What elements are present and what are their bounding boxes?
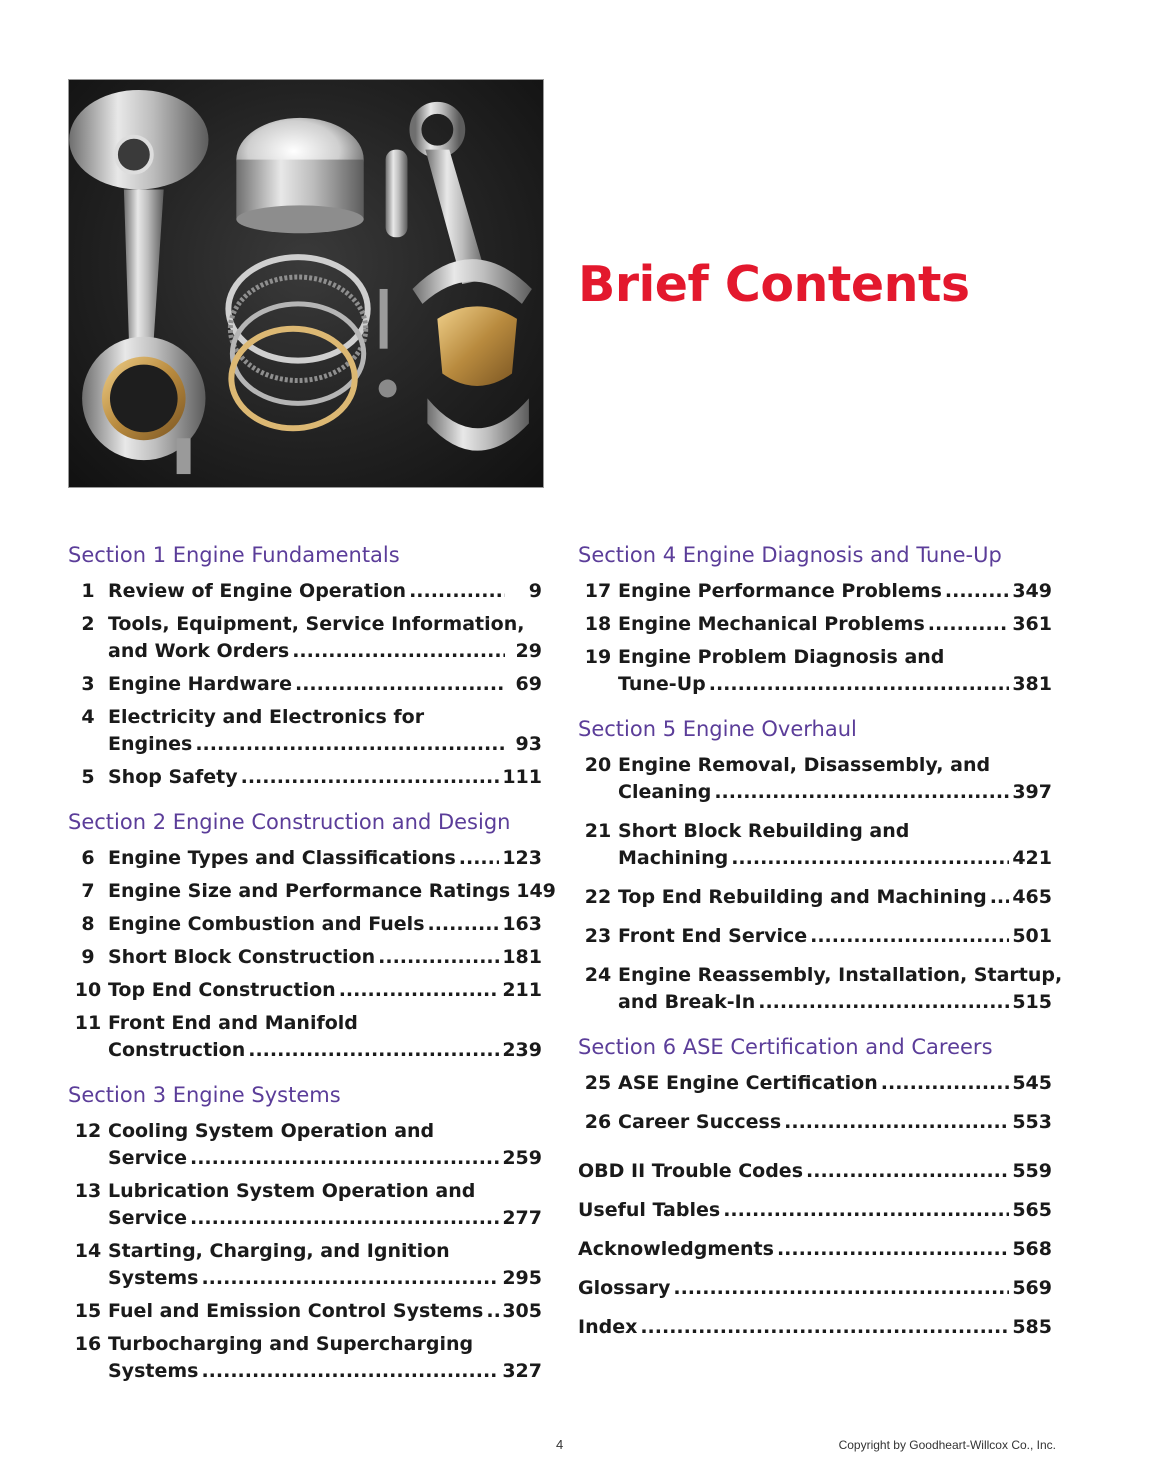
page-ref: 163 bbox=[502, 913, 542, 935]
chapter-title: Top End Construction bbox=[108, 979, 336, 1001]
entry-line bbox=[578, 1197, 1052, 1224]
leader-dots bbox=[409, 578, 505, 605]
entry-body bbox=[578, 1275, 1052, 1302]
page-ref: 553 bbox=[1012, 1111, 1052, 1133]
chapter-title: Career Success bbox=[618, 1111, 782, 1133]
entry-body bbox=[108, 704, 542, 758]
page-ref: 29 bbox=[515, 640, 542, 662]
page-ref: 149 bbox=[516, 880, 556, 902]
page-ref: 565 bbox=[1012, 1199, 1052, 1221]
chapter-title: Front End and Manifold bbox=[108, 1012, 358, 1034]
leader-dots bbox=[378, 944, 499, 971]
page-ref: 559 bbox=[1012, 1160, 1052, 1182]
toc-entry[interactable] bbox=[578, 644, 1052, 698]
chapter-number: 2 bbox=[81, 613, 95, 635]
entry-body bbox=[108, 764, 542, 791]
chapter-number: 18 bbox=[584, 613, 612, 635]
leader-dots bbox=[758, 989, 1009, 1016]
page-ref: 211 bbox=[502, 979, 542, 1001]
page-ref: 305 bbox=[502, 1300, 542, 1322]
page-ref: 111 bbox=[502, 766, 542, 788]
page-ref: 69 bbox=[515, 673, 542, 695]
entry-body bbox=[578, 1197, 1052, 1224]
toc-entry[interactable] bbox=[68, 671, 542, 698]
entry-body bbox=[108, 845, 542, 872]
chapter-number: 25 bbox=[584, 1072, 612, 1094]
entry-line bbox=[108, 977, 542, 1004]
chapter-number: 3 bbox=[81, 673, 95, 695]
toc-left-column bbox=[68, 540, 556, 1391]
page-ref: 397 bbox=[1012, 781, 1052, 803]
engine-parts-photo bbox=[68, 79, 544, 488]
back-matter-title: Useful Tables bbox=[578, 1199, 721, 1221]
page-ref: 569 bbox=[1012, 1277, 1052, 1299]
chapter-title: Engine Problem Diagnosis and bbox=[618, 646, 945, 668]
entry-body bbox=[108, 1331, 542, 1385]
chapter-title: Electricity and Electronics for bbox=[108, 706, 425, 728]
toc-entry[interactable] bbox=[68, 878, 556, 905]
entry-body bbox=[108, 911, 542, 938]
toc-entry[interactable] bbox=[68, 1118, 542, 1172]
toc-entry[interactable] bbox=[68, 944, 542, 971]
page-ref: 381 bbox=[1012, 673, 1052, 695]
entry-body bbox=[108, 578, 542, 605]
page-ref: 585 bbox=[1012, 1316, 1052, 1338]
entry-line bbox=[108, 1205, 542, 1232]
entry-body bbox=[618, 818, 1052, 872]
chapter-title: Engine Reassembly, Installation, Startup, bbox=[618, 964, 1063, 986]
entry-line bbox=[618, 962, 1063, 989]
entry-line bbox=[618, 611, 1052, 638]
leader-dots bbox=[339, 977, 500, 1004]
chapter-number: 9 bbox=[81, 946, 95, 968]
entry-body bbox=[578, 1314, 1052, 1341]
leader-dots bbox=[295, 671, 505, 698]
entry-line bbox=[578, 1314, 1052, 1341]
entry-line bbox=[618, 818, 1052, 845]
entry-body bbox=[108, 1118, 542, 1172]
chapter-title: Engine Mechanical Problems bbox=[618, 613, 925, 635]
back-matter-item[interactable] bbox=[578, 1236, 1052, 1263]
entry-body bbox=[578, 1158, 1052, 1185]
chapter-title: Turbocharging and Supercharging bbox=[108, 1333, 474, 1355]
leader-dots bbox=[810, 923, 1009, 950]
entry-line bbox=[108, 911, 542, 938]
chapter-title: Front End Service bbox=[618, 925, 808, 947]
entry-line bbox=[108, 1118, 542, 1145]
entry-line bbox=[108, 671, 542, 698]
entry-line bbox=[108, 764, 542, 791]
chapter-number: 10 bbox=[74, 979, 102, 1001]
entry-line bbox=[108, 704, 542, 731]
page-ref: 123 bbox=[502, 847, 542, 869]
chapter-number: 12 bbox=[74, 1120, 102, 1142]
chapter-title: Review of Engine Operation bbox=[108, 580, 407, 602]
chapter-title: Short Block Construction bbox=[108, 946, 376, 968]
leader-dots bbox=[201, 1358, 499, 1385]
page-ref: 277 bbox=[502, 1207, 542, 1229]
toc-entry[interactable] bbox=[578, 884, 1052, 911]
leader-dots bbox=[190, 1145, 499, 1172]
chapter-number: 23 bbox=[584, 925, 612, 947]
back-matter-item[interactable] bbox=[578, 1275, 1052, 1302]
toc-entry[interactable] bbox=[578, 752, 1052, 806]
entry-line bbox=[108, 1358, 542, 1385]
chapter-title: Short Block Rebuilding and bbox=[618, 820, 910, 842]
chapter-title: Machining bbox=[618, 847, 729, 869]
back-matter-item[interactable] bbox=[578, 1197, 1052, 1224]
toc-entry[interactable] bbox=[578, 1109, 1052, 1136]
back-matter-title: Glossary bbox=[578, 1277, 671, 1299]
entry-line bbox=[108, 638, 542, 665]
section-heading: Section 6 ASE Certification and Careers bbox=[578, 1035, 993, 1059]
leader-dots bbox=[241, 764, 500, 791]
entry-line bbox=[108, 845, 542, 872]
entry-line bbox=[108, 578, 542, 605]
entry-line bbox=[108, 1010, 542, 1037]
toc-entry[interactable] bbox=[578, 962, 1063, 1016]
chapter-number: 6 bbox=[81, 847, 95, 869]
chapter-number: 7 bbox=[81, 880, 95, 902]
entry-line bbox=[108, 1178, 542, 1205]
leader-dots bbox=[945, 578, 1009, 605]
chapter-number: 5 bbox=[81, 766, 95, 788]
entry-line bbox=[618, 644, 1052, 671]
leader-dots bbox=[881, 1070, 1010, 1097]
entry-line bbox=[618, 884, 1052, 911]
entry-line bbox=[578, 1275, 1052, 1302]
chapter-title: Construction bbox=[108, 1039, 246, 1061]
entry-body bbox=[108, 977, 542, 1004]
chapter-title: Tools, Equipment, Service Information, bbox=[108, 613, 525, 635]
page-ref: 181 bbox=[502, 946, 542, 968]
chapter-title: Service bbox=[108, 1207, 187, 1229]
entry-body bbox=[108, 1178, 542, 1232]
toc-entry[interactable] bbox=[68, 977, 542, 1004]
entry-line bbox=[618, 671, 1052, 698]
entry-body bbox=[618, 611, 1052, 638]
chapter-number: 8 bbox=[81, 913, 95, 935]
page-ref: 501 bbox=[1012, 925, 1052, 947]
leader-dots bbox=[673, 1275, 1009, 1302]
section-heading: Section 1 Engine Fundamentals bbox=[68, 543, 400, 567]
chapter-title: Engine Size and Performance Ratings bbox=[108, 880, 511, 902]
entry-body bbox=[108, 1298, 542, 1325]
entry-line bbox=[108, 878, 556, 905]
copyright-notice: Copyright by Goodheart-Willcox Co., Inc. bbox=[838, 1438, 1056, 1452]
chapter-number: 26 bbox=[584, 1111, 612, 1133]
entry-body bbox=[618, 884, 1052, 911]
chapter-title: and Break-In bbox=[618, 991, 756, 1013]
leader-dots bbox=[806, 1158, 1009, 1185]
chapter-number: 1 bbox=[81, 580, 95, 602]
entry-body bbox=[618, 1109, 1052, 1136]
entry-line bbox=[578, 1236, 1052, 1263]
leader-dots bbox=[784, 1109, 1009, 1136]
chapter-title: Engines bbox=[108, 733, 193, 755]
page-ref: 349 bbox=[1012, 580, 1052, 602]
toc-entry[interactable] bbox=[68, 1178, 542, 1232]
entry-line bbox=[618, 578, 1052, 605]
chapter-title: Top End Rebuilding and Machining bbox=[618, 886, 987, 908]
page-ref: 239 bbox=[502, 1039, 542, 1061]
chapter-title: Engine Performance Problems bbox=[618, 580, 942, 602]
chapter-number: 4 bbox=[81, 706, 95, 728]
page-title: Brief Contents bbox=[578, 256, 970, 313]
entry-body bbox=[578, 1236, 1052, 1263]
entry-body bbox=[618, 644, 1052, 698]
toc-entry[interactable] bbox=[68, 1298, 542, 1325]
back-matter-item[interactable] bbox=[578, 1314, 1052, 1341]
entry-body bbox=[108, 671, 542, 698]
toc-right-column bbox=[578, 540, 1063, 1353]
toc-entry[interactable] bbox=[578, 923, 1052, 950]
leader-dots bbox=[723, 1197, 1009, 1224]
section-heading: Section 2 Engine Construction and Design bbox=[68, 810, 511, 834]
chapter-title: Shop Safety bbox=[108, 766, 238, 788]
leader-dots bbox=[486, 1298, 499, 1325]
toc-entry[interactable] bbox=[68, 1238, 542, 1292]
leader-dots bbox=[428, 911, 500, 938]
entry-line bbox=[108, 1037, 542, 1064]
leader-dots bbox=[195, 731, 505, 758]
chapter-title: Fuel and Emission Control Systems bbox=[108, 1300, 484, 1322]
entry-body bbox=[618, 752, 1052, 806]
toc-entry[interactable] bbox=[578, 1070, 1052, 1097]
entry-line bbox=[108, 611, 542, 638]
chapter-title: Systems bbox=[108, 1267, 199, 1289]
entry-body bbox=[618, 1070, 1052, 1097]
entry-body bbox=[618, 923, 1052, 950]
entry-body bbox=[618, 578, 1052, 605]
entry-body bbox=[618, 962, 1063, 1016]
chapter-title: Engine Hardware bbox=[108, 673, 292, 695]
toc-entry[interactable] bbox=[68, 704, 542, 758]
chapter-title: Starting, Charging, and Ignition bbox=[108, 1240, 450, 1262]
chapter-title: and Work Orders bbox=[108, 640, 290, 662]
back-matter-title: OBD II Trouble Codes bbox=[578, 1160, 804, 1182]
entry-line bbox=[618, 752, 1052, 779]
toc-entry[interactable] bbox=[578, 611, 1052, 638]
entry-line bbox=[108, 1298, 542, 1325]
page-ref: 465 bbox=[1012, 886, 1052, 908]
section-heading: Section 3 Engine Systems bbox=[68, 1083, 341, 1107]
entry-line bbox=[108, 1145, 542, 1172]
toc-entry[interactable] bbox=[68, 578, 542, 605]
leader-dots bbox=[731, 845, 1009, 872]
page-ref: 327 bbox=[502, 1360, 542, 1382]
entry-line bbox=[618, 1070, 1052, 1097]
leader-dots bbox=[990, 884, 1010, 911]
toc-entry[interactable] bbox=[68, 764, 542, 791]
leader-dots bbox=[248, 1037, 499, 1064]
chapter-title: Engine Types and Classifications bbox=[108, 847, 456, 869]
chapter-number: 15 bbox=[74, 1300, 102, 1322]
back-matter-title: Acknowledgments bbox=[578, 1238, 774, 1260]
chapter-title: Systems bbox=[108, 1360, 199, 1382]
toc-entry[interactable] bbox=[68, 911, 542, 938]
page-ref: 568 bbox=[1012, 1238, 1052, 1260]
leader-dots bbox=[459, 845, 500, 872]
chapter-number: 13 bbox=[74, 1180, 102, 1202]
page-ref: 515 bbox=[1012, 991, 1052, 1013]
entry-body bbox=[108, 611, 542, 665]
toc-entry[interactable] bbox=[578, 818, 1052, 872]
page-number: 4 bbox=[556, 1437, 564, 1452]
chapter-title: Tune-Up bbox=[618, 673, 706, 695]
toc-entry[interactable] bbox=[68, 1331, 542, 1385]
entry-line bbox=[618, 1109, 1052, 1136]
back-matter-title: Index bbox=[578, 1316, 638, 1338]
page-ref: 545 bbox=[1012, 1072, 1052, 1094]
chapter-number: 19 bbox=[584, 646, 612, 668]
chapter-title: Service bbox=[108, 1147, 187, 1169]
chapter-number: 24 bbox=[584, 964, 612, 986]
leader-dots bbox=[714, 779, 1009, 806]
leader-dots bbox=[190, 1205, 499, 1232]
leader-dots bbox=[201, 1265, 499, 1292]
chapter-title: Cooling System Operation and bbox=[108, 1120, 435, 1142]
chapter-title: Engine Combustion and Fuels bbox=[108, 913, 425, 935]
entry-line bbox=[108, 1331, 542, 1358]
chapter-number: 17 bbox=[584, 580, 612, 602]
leader-dots bbox=[640, 1314, 1009, 1341]
entry-body bbox=[108, 1238, 542, 1292]
entry-line bbox=[108, 731, 542, 758]
toc-entry[interactable] bbox=[68, 611, 542, 665]
entry-body bbox=[108, 1010, 542, 1064]
toc-entry[interactable] bbox=[68, 845, 542, 872]
entry-line bbox=[618, 989, 1052, 1016]
page-ref: 259 bbox=[502, 1147, 542, 1169]
page-ref: 9 bbox=[528, 580, 542, 602]
leader-dots bbox=[928, 611, 1010, 638]
chapter-number: 21 bbox=[584, 820, 612, 842]
entry-line bbox=[578, 1158, 1052, 1185]
chapter-title: Engine Removal, Disassembly, and bbox=[618, 754, 991, 776]
chapter-number: 20 bbox=[584, 754, 612, 776]
chapter-number: 16 bbox=[74, 1333, 102, 1355]
chapter-title: Cleaning bbox=[618, 781, 712, 803]
chapter-number: 11 bbox=[74, 1012, 102, 1034]
entry-line bbox=[108, 1238, 542, 1265]
toc-entry[interactable] bbox=[68, 1010, 542, 1064]
chapter-number: 22 bbox=[584, 886, 612, 908]
entry-line bbox=[618, 923, 1052, 950]
chapter-number: 14 bbox=[74, 1240, 102, 1262]
chapter-title: ASE Engine Certification bbox=[618, 1072, 878, 1094]
section-heading: Section 4 Engine Diagnosis and Tune-Up bbox=[578, 543, 1002, 567]
entry-body bbox=[108, 878, 556, 905]
entry-line bbox=[108, 944, 542, 971]
entry-line bbox=[618, 779, 1052, 806]
leader-dots bbox=[292, 638, 505, 665]
leader-dots bbox=[709, 671, 1010, 698]
leader-dots bbox=[777, 1236, 1009, 1263]
entry-body bbox=[108, 944, 542, 971]
entry-line bbox=[618, 845, 1052, 872]
back-matter-list bbox=[578, 1158, 1052, 1341]
page-ref: 93 bbox=[515, 733, 542, 755]
page-ref: 295 bbox=[502, 1267, 542, 1289]
entry-line bbox=[108, 1265, 542, 1292]
section-heading: Section 5 Engine Overhaul bbox=[578, 717, 857, 741]
page-ref: 421 bbox=[1012, 847, 1052, 869]
chapter-title: Lubrication System Operation and bbox=[108, 1180, 476, 1202]
toc-entry[interactable] bbox=[578, 578, 1052, 605]
back-matter-item[interactable] bbox=[578, 1158, 1052, 1185]
page-ref: 361 bbox=[1012, 613, 1052, 635]
